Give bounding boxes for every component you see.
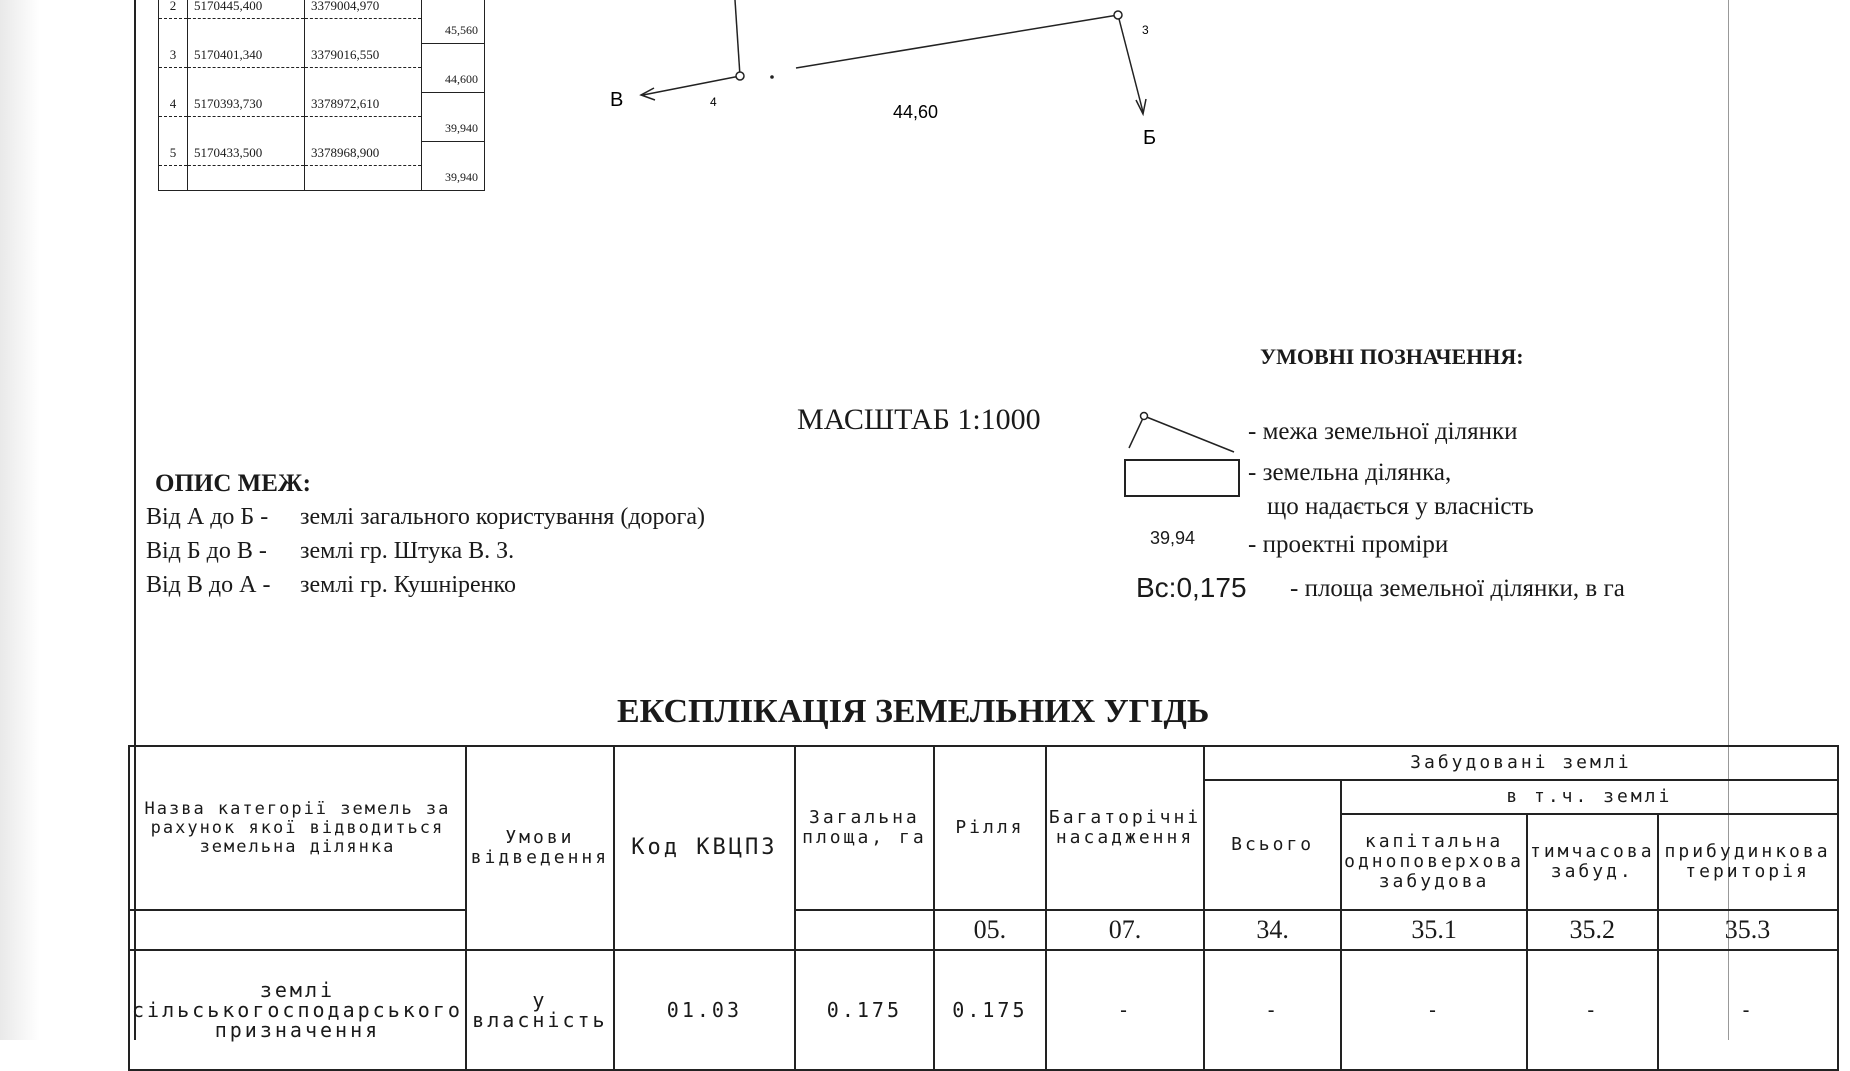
row-category: землі сільськогосподарського призначення — [129, 950, 466, 1070]
distance: 45,560 — [422, 19, 485, 44]
legend-parcel-text-1: - земельна ділянка, — [1248, 459, 1452, 486]
table-row — [159, 166, 485, 191]
table-row — [159, 0, 485, 19]
header-category: Назва категорії земель за рахунок якої відводиться земельна ділянка — [129, 746, 466, 910]
side-length-label: 44,60 — [893, 102, 939, 122]
header-perennial: Багаторічні насадження — [1046, 746, 1204, 910]
code-capital: 35.1 — [1341, 910, 1527, 950]
label-v: В — [610, 89, 624, 111]
code-yard: 35.3 — [1658, 910, 1838, 950]
row-arable: 0.175 — [934, 950, 1046, 1070]
point-number: 5 — [159, 141, 188, 166]
header-all: Всього — [1204, 780, 1341, 910]
header-arable: Рілля — [934, 746, 1046, 910]
label-b: Б — [1143, 127, 1157, 149]
coord-y: 3379004,970 — [305, 0, 422, 19]
coord-x: 5170393,730 — [188, 92, 305, 117]
coord-x: 5170433,500 — [188, 141, 305, 166]
code-temporary: 35.2 — [1527, 910, 1658, 950]
legend-boundary-text: - межа земельної ділянки — [1248, 418, 1518, 445]
legend-parcel-text-2: що надається у власність — [1267, 493, 1534, 520]
distance: 44,600 — [422, 68, 485, 93]
coord-x: 5170445,400 — [188, 0, 305, 19]
parcel-symbol-icon — [1124, 459, 1240, 497]
explication-title: ЕКСПЛІКАЦІЯ ЗЕМЕЛЬНИХ УГІДЬ — [617, 693, 1210, 730]
table-row — [159, 92, 485, 117]
table-row — [159, 19, 485, 44]
point-number: 4 — [159, 92, 188, 117]
point-3-label: 3 — [1142, 23, 1149, 37]
header-capital: капітальна одноповерхова забудова — [1341, 814, 1527, 910]
header-conditions: Умови відведення — [466, 746, 614, 950]
row-conditions: у власність — [466, 950, 614, 1070]
arrow-to-v — [643, 76, 740, 95]
explication-table — [128, 745, 1839, 1071]
borders-title: ОПИС МЕЖ: — [155, 470, 311, 497]
table-row — [129, 950, 1838, 1070]
header-yard: прибудинкова територія — [1658, 814, 1838, 910]
border-range-3: Від В до А - — [146, 572, 271, 598]
small-dot — [770, 75, 774, 79]
point-3-marker — [1114, 11, 1122, 19]
border-range-1: Від А до Б - — [146, 504, 269, 530]
point-4-label: 4 — [710, 95, 717, 109]
border-range-2: Від Б до В - — [146, 538, 267, 564]
header-temporary: тимчасова забуд. — [1527, 814, 1658, 910]
boundary-line-top — [796, 15, 1118, 68]
border-desc-3: землі гр. Кушніренко — [300, 572, 516, 598]
coord-y: 3378972,610 — [305, 92, 422, 117]
row-code: 01.03 — [614, 950, 795, 1070]
table-row — [159, 43, 485, 68]
header-built-up: Забудовані землі — [1204, 746, 1837, 780]
table-row — [159, 141, 485, 166]
point-number: 2 — [159, 0, 188, 19]
point-4-marker — [736, 72, 744, 80]
row-temporary: - — [1527, 950, 1658, 1070]
legend-area-text: - площа земельної ділянки, в га — [1290, 575, 1625, 602]
row-capital: - — [1341, 950, 1527, 1070]
boundary-symbol-icon — [1124, 408, 1240, 458]
coordinates-table — [158, 0, 485, 191]
code-perennial: 07. — [1046, 910, 1204, 950]
parcel-scheme — [590, 0, 1210, 170]
code-arable: 05. — [934, 910, 1046, 950]
legend-title: УМОВНІ ПОЗНАЧЕННЯ: — [1260, 344, 1524, 369]
border-desc-1: землі загального користування (дорога) — [300, 504, 706, 530]
coord-y: 3378968,900 — [305, 141, 422, 166]
header-total-area: Загальна площа, га — [795, 746, 934, 910]
boundary-line-vertical — [735, 0, 740, 76]
row-perennial: - — [1046, 950, 1204, 1070]
table-row — [159, 68, 485, 93]
code-all: 34. — [1204, 910, 1341, 950]
scan-edge — [0, 0, 40, 1040]
header-incl: в т.ч. землі — [1341, 780, 1837, 814]
row-yard: - — [1658, 950, 1838, 1070]
distance: 39,940 — [422, 117, 485, 142]
legend-area-sample: Вс:0,175 — [1136, 572, 1247, 603]
coord-y: 3379016,550 — [305, 43, 422, 68]
coord-x: 5170401,340 — [188, 43, 305, 68]
distance: 39,940 — [422, 166, 485, 191]
arrow-to-b — [1118, 15, 1143, 112]
border-desc-2: землі гр. Штука В. З. — [300, 538, 515, 564]
point-number: 3 — [159, 43, 188, 68]
scale-label: МАСШТАБ 1:1000 — [797, 403, 1041, 436]
legend-sample-measure: 39,94 — [1150, 528, 1196, 548]
row-total-area: 0.175 — [795, 950, 934, 1070]
legend-measure-text: - проектні проміри — [1248, 531, 1449, 558]
table-row — [159, 117, 485, 142]
header-code: Код КВЦПЗ — [614, 746, 795, 950]
row-all: - — [1204, 950, 1341, 1070]
